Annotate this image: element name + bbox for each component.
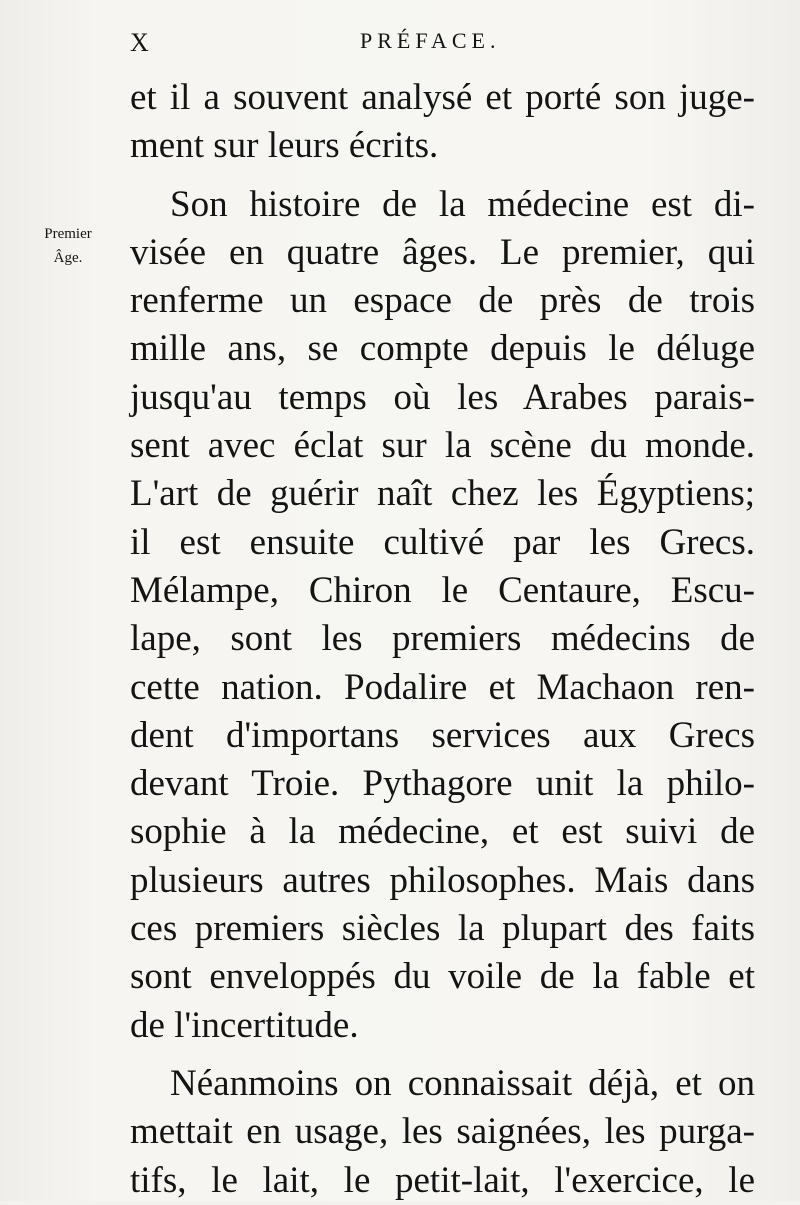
text-line: ces premiers siècles la plupart des faits: [130, 908, 755, 950]
text-line: visée en quatre âges. Le premier, qui: [130, 231, 755, 273]
page-header: [0, 28, 800, 60]
text-line: sont enveloppés du voile de la fable et: [130, 956, 755, 998]
text-line: tifs, le lait, le petit-lait, l'exercice, le: [130, 1159, 755, 1201]
text-line: Mélampe, Chiron le Centaure, Escu-: [130, 569, 755, 611]
text-line: renferme un espace de près de trois: [130, 280, 755, 322]
text-line: cette nation. Podalire et Machaon ren-: [130, 666, 755, 708]
paragraph: [130, 181, 755, 1050]
text-line: mille ans, se compte depuis le déluge: [130, 328, 755, 370]
text-line: il est ensuite cultivé par les Grecs.: [130, 521, 755, 563]
paragraph: [130, 1060, 755, 1205]
text-line: jusqu'au temps où les Arabes parais-: [130, 376, 755, 418]
text-line: sent avec éclat sur la scène du monde.: [130, 425, 755, 467]
text-line: L'art de guérir naît chez les Égyptiens;: [130, 473, 755, 515]
text-line: dent d'importans services aux Grecs: [130, 714, 755, 756]
page-number: X: [130, 28, 150, 57]
paragraph: [130, 74, 755, 171]
running-head: PRÉFACE.: [360, 28, 501, 53]
text-line: ment sur leurs écrits.: [130, 125, 439, 167]
text-line: mettait en usage, les saignées, les purga-: [130, 1111, 755, 1153]
margin-note-line: Âge.: [53, 250, 83, 266]
text-line: plusieurs autres philosophes. Mais dans: [130, 859, 755, 901]
margin-note-line: Premier: [44, 226, 92, 242]
text-line: Son histoire de la médecine est di-: [170, 183, 755, 225]
margin-note: [26, 222, 110, 270]
text-line: de l'incertitude.: [130, 1004, 359, 1046]
text-line: lape, sont les premiers médecins de: [130, 618, 755, 660]
text-line: devant Troie. Pythagore unit la philo-: [130, 763, 755, 805]
text-line: Néanmoins on connaissait déjà, et on: [170, 1062, 755, 1104]
body-text: [130, 74, 755, 1205]
text-line: sophie à la médecine, et est suivi de: [130, 811, 755, 853]
text-line: et il a souvent analysé et porté son juge-: [130, 77, 755, 118]
